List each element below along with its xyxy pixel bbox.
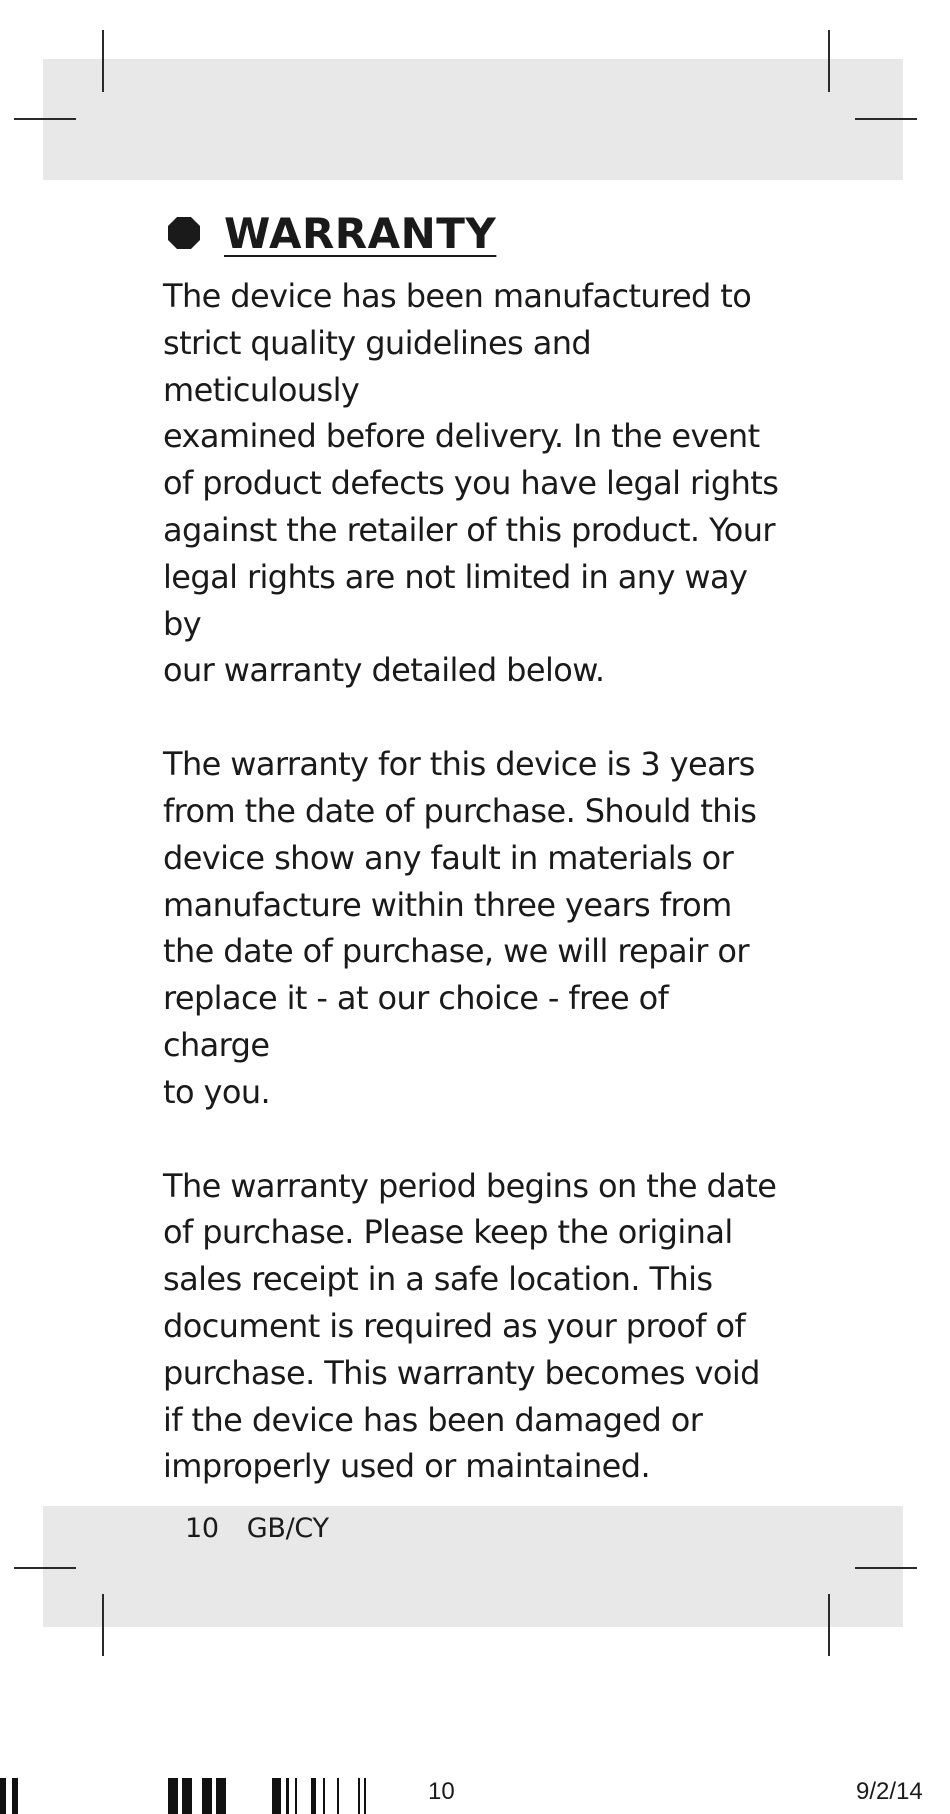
barcode-bar xyxy=(168,1778,178,1814)
crop-mark xyxy=(855,118,917,120)
barcode-mid xyxy=(165,1778,395,1814)
octagon-bullet-icon xyxy=(167,216,201,250)
crop-mark xyxy=(102,30,104,92)
page-footer xyxy=(185,1513,357,1544)
slug-date: 9/2/14 xyxy=(856,1778,923,1805)
crop-mark xyxy=(14,1567,76,1569)
paragraph: The device has been manufactured to strict quality guidelines and meticulously examined before delivery. In the event of product defects you have legal rights against the retailer of this product. Your legal rights are not limited in any way by our warranty detailed below. xyxy=(163,277,779,690)
paragraph: The warranty period begins on the date of purchase. Please keep the original sales receipt in a safe location. This document is required as your proof of purchase. This warranty becomes void if the device has been damaged or improperly used or maintained. xyxy=(163,1166,777,1486)
barcode-bar xyxy=(216,1778,226,1814)
paragraph: The warranty for this device is 3 years from the date of purchase. Should this device show any fault in materials or manufacture within three years from the date of purchase, we will repair or replace it - at our choice - free of charge to you. xyxy=(163,745,757,1111)
slug-page-number: 10 xyxy=(428,1778,455,1805)
crop-mark xyxy=(828,30,830,92)
crop-mark xyxy=(828,1594,830,1656)
barcode-left xyxy=(0,1778,30,1814)
barcode-bar xyxy=(364,1778,366,1814)
warranty-section xyxy=(163,205,783,1490)
barcode-bar xyxy=(0,1778,6,1814)
crop-mark xyxy=(14,118,76,120)
barcode-bar xyxy=(358,1778,360,1814)
barcode-bar xyxy=(12,1778,18,1814)
section-heading xyxy=(163,205,783,261)
barcode-bar xyxy=(182,1778,192,1814)
crop-mark xyxy=(855,1567,917,1569)
barcode-bar xyxy=(337,1778,339,1814)
barcode-bar xyxy=(202,1778,212,1814)
page-number: 10 xyxy=(185,1513,219,1544)
crop-mark xyxy=(102,1594,104,1656)
barcode-bar xyxy=(311,1778,316,1814)
barcode-bar xyxy=(272,1778,281,1814)
barcode-bar xyxy=(286,1778,289,1814)
footer-band xyxy=(43,1506,903,1627)
header-band xyxy=(43,59,903,180)
barcode-bar xyxy=(323,1778,325,1814)
section-title: WARRANTY xyxy=(224,208,497,258)
locale-code: GB/CY xyxy=(246,1513,329,1544)
barcode-bar xyxy=(295,1778,297,1814)
